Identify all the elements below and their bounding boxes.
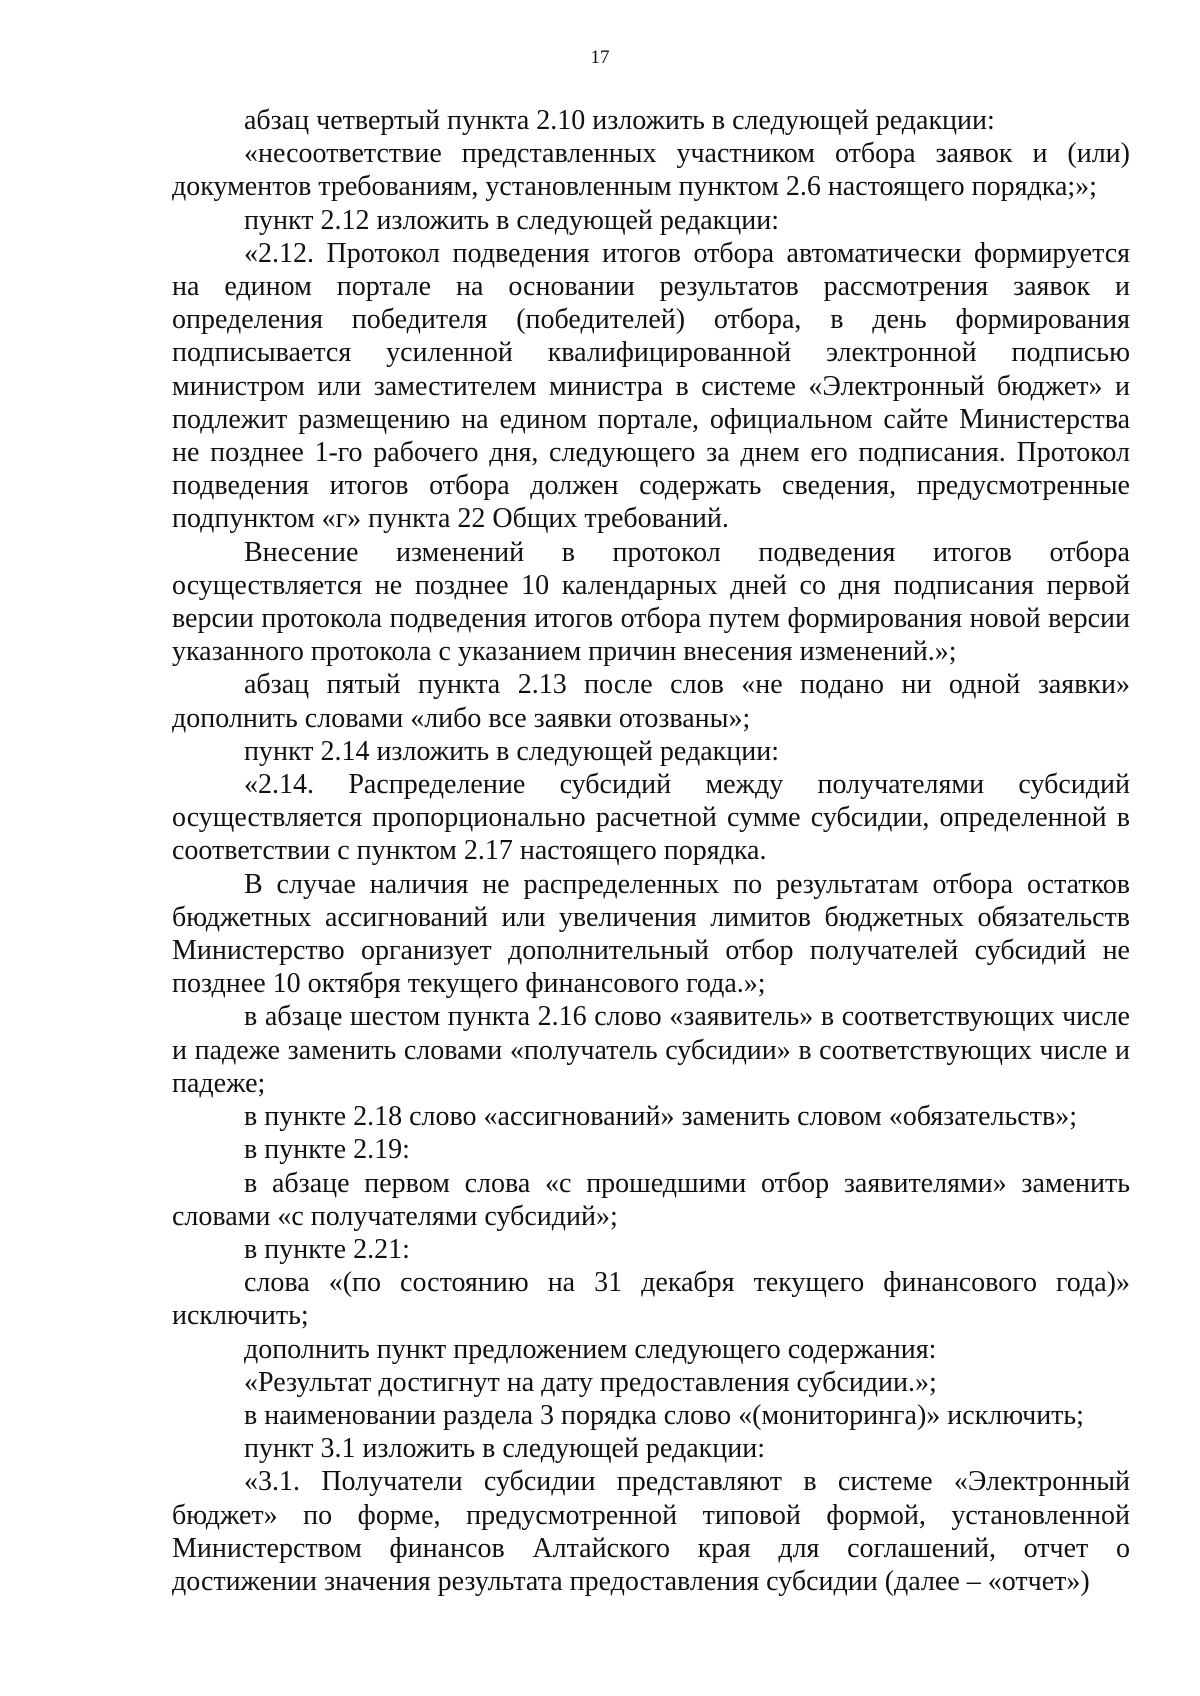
paragraph-8: «2.14. Распределение субсидий между получателями субсидий осуществляется пропорционально расчетной сумме субсидии, определенной в соответствии с пунктом 2.17 настоящего порядка.: [172, 769, 1130, 867]
paragraph-3: пункт 2.12 изложить в следующей редакции:: [244, 204, 779, 236]
paragraph-11: в пункте 2.18 слово «ассигнований» заменить словом «обязательств»;: [244, 1101, 1077, 1133]
document-body: [172, 104, 1130, 1598]
paragraph-13: в абзаце первом слова «с прошедшими отбор заявителями» заменить словами «с получателями субсидий»;: [172, 1167, 1130, 1232]
paragraph-1: абзац четвертый пункта 2.10 изложить в следующей редакции:: [244, 105, 995, 136]
paragraph-15: слова «(по состоянию на 31 декабря текущего финансового года)» исключить;: [172, 1267, 1130, 1332]
paragraph-19: пункт 3.1 изложить в следующей редакции:: [244, 1433, 765, 1465]
paragraph-6: абзац пятый пункта 2.13 после слов «не подано ни одной заявки» дополнить словами «либо все заявки отозваны»;: [172, 669, 1130, 734]
page-number: 17: [590, 47, 610, 68]
paragraph-5: Внесение изменений в протокол подведения итогов отбора осуществляется не позднее 10 календарных дней со дня подписания первой версии протокола подведения итогов отбора путем формирования новой версии указанного протокола с указанием причин внесения изменений.»;: [172, 536, 1130, 668]
paragraph-9: В случае наличия не распределенных по результатам отбора остатков бюджетных ассигнований или увеличения лимитов бюджетных обязательств Министерство организует дополнительный отбор получателей субсидий не позднее 10 октября текущего финансового года.»;: [172, 868, 1130, 1000]
paragraph-4: «2.12. Протокол подведения итогов отбора автоматически формируется на едином портале на основании результатов рассмотрения заявок и определения победителя (победителей) отбора, в день формирования подписывается усиленной квалифицированной электронной подписью министром или заместителем министра в системе «Электронный бюджет» и подлежит размещению на едином портале, официальном сайте Министерства не позднее 1-го рабочего дня, следующего за днем его подписания. Протокол подведения итогов отбора должен содержать сведения, предусмотренные подпунктом «г» пункта 22 Общих требований.: [172, 237, 1130, 535]
paragraph-17: «Результат достигнут на дату предоставления субсидии.»;: [244, 1366, 937, 1398]
paragraph-14: в пункте 2.21:: [244, 1233, 410, 1265]
paragraph-12: в пункте 2.19:: [244, 1134, 410, 1166]
paragraph-16: дополнить пункт предложением следующего содержания:: [244, 1333, 937, 1365]
paragraph-20: «3.1. Получатели субсидии представляют в системе «Электронный бюджет» по форме, предусмотренной типовой формой, установленной Министерством финансов Алтайского края для соглашений, отчет о достижении значения результата предоставления субсидии (далее – «отчет»): [172, 1466, 1130, 1597]
paragraph-18: в наименовании раздела 3 порядка слово «(мониторинга)» исключить;: [244, 1399, 1084, 1431]
paragraph-10: в абзаце шестом пункта 2.16 слово «заявитель» в соответствующих числе и падеже заменить словами «получатель субсидии» в соответствующих числе и падеже;: [172, 1001, 1130, 1099]
paragraph-2: «несоответствие представленных участником отбора заявок и (или) документов требованиям, установленным пунктом 2.6 настоящего порядка;»;: [172, 138, 1130, 203]
paragraph-7: пункт 2.14 изложить в следующей редакции:: [244, 735, 779, 767]
